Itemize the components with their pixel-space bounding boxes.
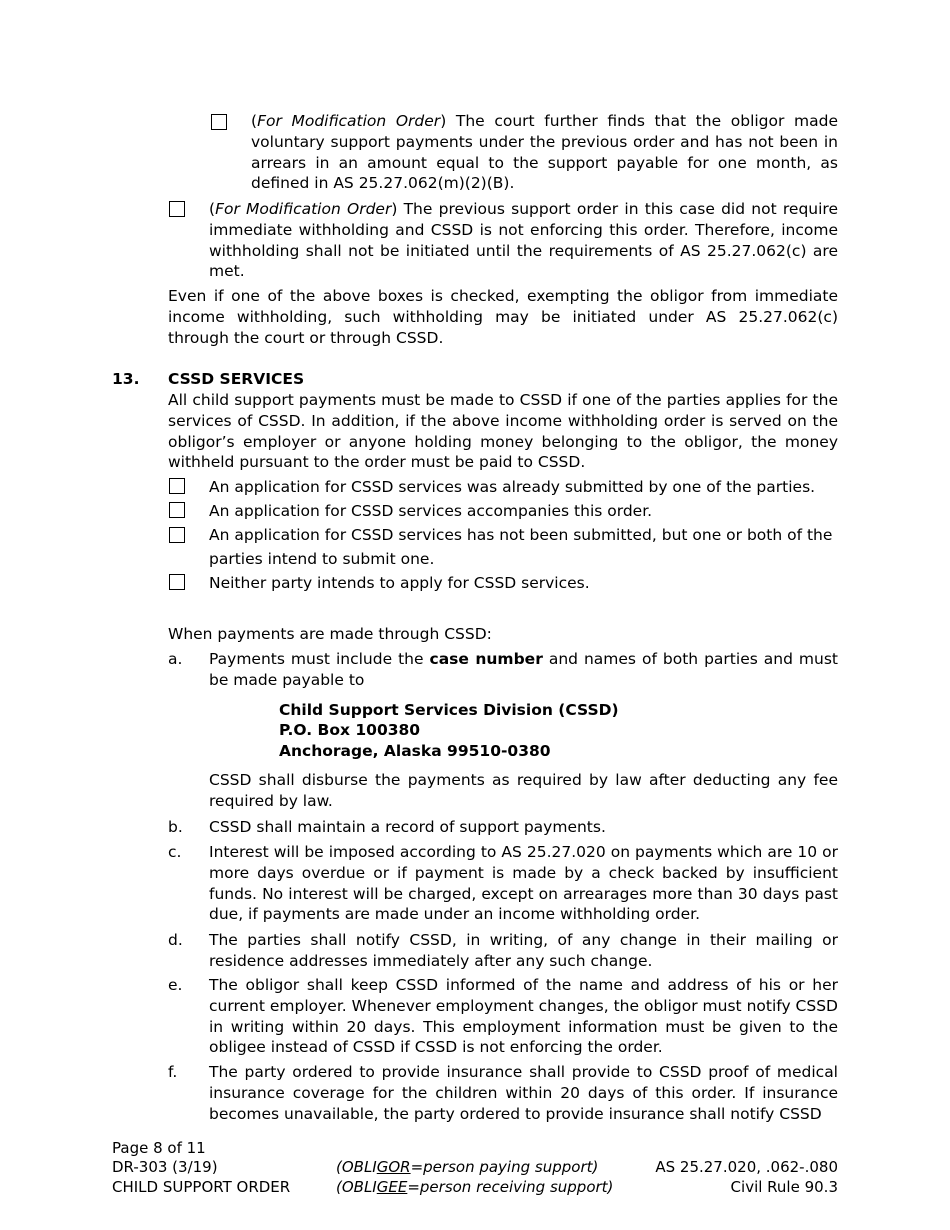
option-already-submitted: An application for CSSD services was already submitted by one of the parties. <box>209 478 816 496</box>
footer-statute: AS 25.27.020, .062-.080 <box>655 1158 838 1176</box>
address-line-1: Child Support Services Division (CSSD) <box>279 701 619 719</box>
item-d-label: d. <box>168 931 183 949</box>
address-line-2: P.O. Box 100380 <box>279 721 421 739</box>
obligee-pre: (OBLI <box>336 1178 377 1196</box>
option-neither-checkbox[interactable] <box>169 574 185 590</box>
item-a-pre: Payments must include the <box>209 650 430 668</box>
obligee-underlined: GEE <box>376 1178 408 1196</box>
mod-finding-text: (For Modification Order) The court further finds that the obligor made voluntary support payments under the previous order and has not been in arrears in an amount equal to the support payable for one month, as defined in AS 25.27.062(m)(2)(B). <box>251 112 838 193</box>
disburse-text: CSSD shall disburse the payments as required by law after deducting any fee required by law. <box>209 771 838 810</box>
obligor-post: =person paying support) <box>410 1158 599 1176</box>
address-line-3: Anchorage, Alaska 99510-0380 <box>279 742 551 760</box>
option-neither: Neither party intends to apply for CSSD services. <box>209 574 590 592</box>
obligor-underlined: GOR <box>376 1158 411 1176</box>
footer-obligee-definition <box>336 1178 613 1198</box>
footer-civil-rule: Civil Rule 90.3 <box>730 1178 838 1196</box>
item-c-text: Interest will be imposed according to AS 25.27.020 on payments which are 10 or more days overdue or if payment is made by a check backed by insufficient funds. No interest will be charged, except on arrearages more than 30 days past due, if payments are made under an income withholding order. <box>209 843 838 924</box>
option-intend-line2: parties intend to submit one. <box>209 550 435 568</box>
mod-finding-body: ) The court further finds that the obligor made voluntary support payments under the previous order and has not been in arrears in an amount equal to the support payable for one month, as defined in AS 25.27.062(m)(2)(B). <box>251 112 838 193</box>
item-a-post: and names of both parties and must be made payable to <box>209 650 838 689</box>
option-intend-line1: An application for CSSD services has not been submitted, but one or both of the <box>209 526 833 544</box>
mod-previous-checkbox[interactable] <box>169 201 185 217</box>
footer-obligor-definition <box>336 1158 598 1178</box>
item-a-label: a. <box>168 650 183 668</box>
footer-page-number: Page 8 of 11 <box>112 1139 206 1157</box>
item-e-text: The obligor shall keep CSSD informed of the name and address of his or her current employer. Whenever employment changes, the obligor must notify CSSD in writing within 20 days. This employment information must be given to the obligee instead of CSSD if CSSD is not enforcing the order. <box>209 976 838 1057</box>
mod-previous-text: (For Modification Order) The previous support order in this case did not require immediate withholding and CSSD is not enforcing this order. Therefore, income withholding shall not be initiated until the requirements of AS 25.27.062(c) are met. <box>209 200 839 281</box>
item-d-text: The parties shall notify CSSD, in writing, of any change in their mailing or residence addresses immediately after any such change. <box>209 931 838 970</box>
option-already-submitted-checkbox[interactable] <box>169 478 185 494</box>
section-intro: All child support payments must be made to CSSD if one of the parties applies for the services of CSSD. In addition, if the above income withholding order is served on the obligor’s employer or anyone holding money belonging to the obligor, the money withheld pursuant to the order must be paid to CSSD. <box>168 391 838 472</box>
mod-finding-italic: For Modification Order <box>257 112 441 130</box>
item-c-label: c. <box>168 843 182 861</box>
section-number: 13. <box>112 370 140 388</box>
option-accompanies-checkbox[interactable] <box>169 502 185 518</box>
mod-finding-checkbox[interactable] <box>211 114 227 130</box>
option-intend-checkbox[interactable] <box>169 527 185 543</box>
when-payments-text: When payments are made through CSSD: <box>168 625 492 643</box>
obligor-pre: (OBLI <box>336 1158 377 1176</box>
footer-form-number: DR-303 (3/19) <box>112 1158 218 1176</box>
item-b-label: b. <box>168 818 183 836</box>
item-f-label: f. <box>168 1063 178 1081</box>
obligee-post: =person receiving support) <box>407 1178 614 1196</box>
section-heading: CSSD SERVICES <box>168 370 305 388</box>
item-e-label: e. <box>168 976 183 994</box>
item-f-text: The party ordered to provide insurance shall provide to CSSD proof of medical insurance coverage for the children within 20 days of this order. If insurance becomes unavailable, the party ordered to provide insurance shall notify CSSD <box>209 1063 838 1123</box>
item-b-text: CSSD shall maintain a record of support payments. <box>209 818 606 836</box>
option-accompanies: An application for CSSD services accompanies this order. <box>209 502 653 520</box>
mod-previous-italic: For Modification Order <box>215 200 392 218</box>
mod-previous-body: ) The previous support order in this case did not require immediate withholding and CSSD is not enforcing this order. Therefore, income withholding shall not be initiated until the requirements of AS 25.27.062(c) are met. <box>209 200 839 281</box>
footer-form-title: CHILD SUPPORT ORDER <box>112 1178 291 1196</box>
item-a-text <box>209 649 838 691</box>
item-a-bold: case number <box>429 650 543 668</box>
even-if-paragraph: Even if one of the above boxes is checked, exempting the obligor from immediate income withholding, such withholding may be initiated under AS 25.27.062(c) through the court or through CSSD. <box>168 287 838 347</box>
